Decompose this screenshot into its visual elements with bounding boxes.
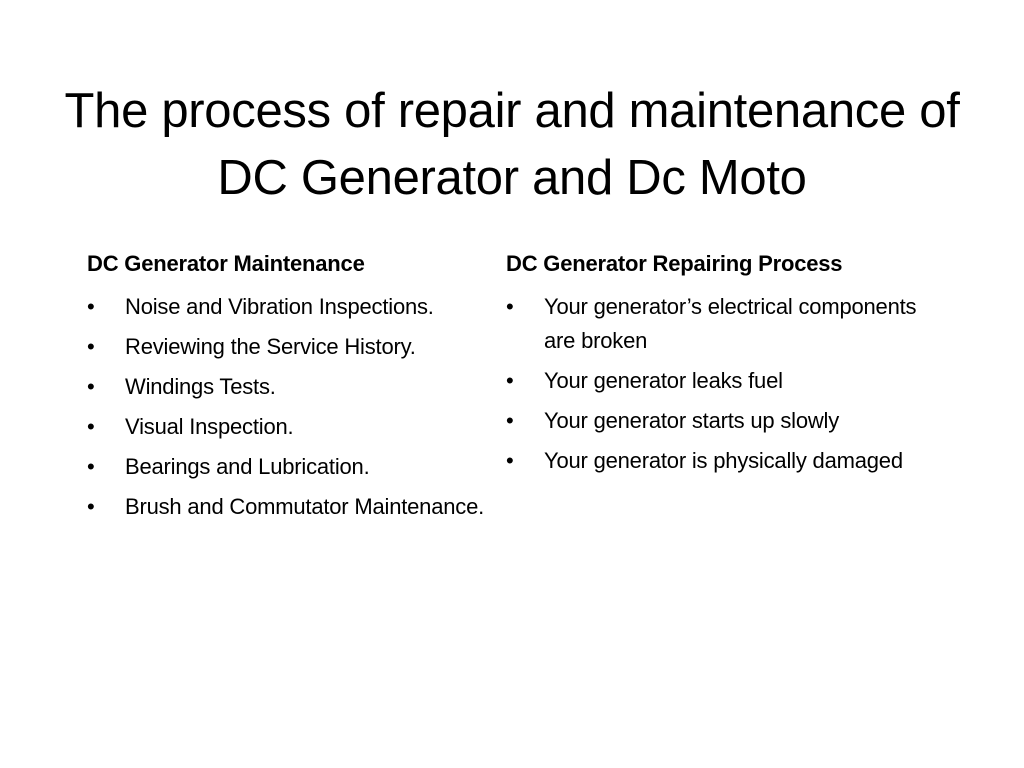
list-item-text: Noise and Vibration Inspections. bbox=[125, 294, 434, 319]
list-item bbox=[506, 290, 926, 358]
left-column-heading: DC Generator Maintenance bbox=[87, 251, 365, 276]
list-item-text: Brush and Commutator Maintenance. bbox=[125, 494, 485, 519]
list-item-text: Your generator is physically damaged bbox=[544, 448, 903, 473]
right-bullet-list bbox=[506, 290, 926, 478]
list-item bbox=[87, 330, 507, 364]
bullet-icon: • bbox=[87, 454, 95, 479]
list-item bbox=[87, 450, 507, 484]
list-item bbox=[506, 364, 926, 398]
bullet-icon: • bbox=[87, 494, 95, 519]
right-column bbox=[506, 247, 926, 484]
slide-title: The process of repair and maintenance of DC Generator and Dc Moto bbox=[64, 84, 960, 205]
list-item bbox=[87, 490, 507, 524]
left-column bbox=[87, 247, 507, 530]
bullet-icon: • bbox=[87, 334, 95, 359]
list-item bbox=[506, 404, 926, 438]
list-item bbox=[87, 290, 507, 324]
list-item-text: Your generator starts up slowly bbox=[544, 408, 840, 433]
left-bullet-list bbox=[87, 290, 507, 524]
list-item-text: Reviewing the Service History. bbox=[125, 334, 416, 359]
list-item bbox=[506, 444, 926, 478]
bullet-icon: • bbox=[506, 368, 514, 393]
bullet-icon: • bbox=[506, 448, 514, 473]
bullet-icon: • bbox=[506, 408, 514, 433]
list-item bbox=[87, 370, 507, 404]
list-item-text: Bearings and Lubrication. bbox=[125, 454, 370, 479]
bullet-icon: • bbox=[87, 414, 95, 439]
list-item-text: Visual Inspection. bbox=[125, 414, 294, 439]
bullet-icon: • bbox=[506, 294, 514, 319]
list-item-text: Your generator leaks fuel bbox=[544, 368, 783, 393]
list-item bbox=[87, 410, 507, 444]
bullet-icon: • bbox=[87, 374, 95, 399]
list-item-text: Your generator’s electrical components are broken bbox=[544, 294, 917, 353]
right-column-heading: DC Generator Repairing Process bbox=[506, 251, 843, 276]
list-item-text: Windings Tests. bbox=[125, 374, 276, 399]
bullet-icon: • bbox=[87, 294, 95, 319]
